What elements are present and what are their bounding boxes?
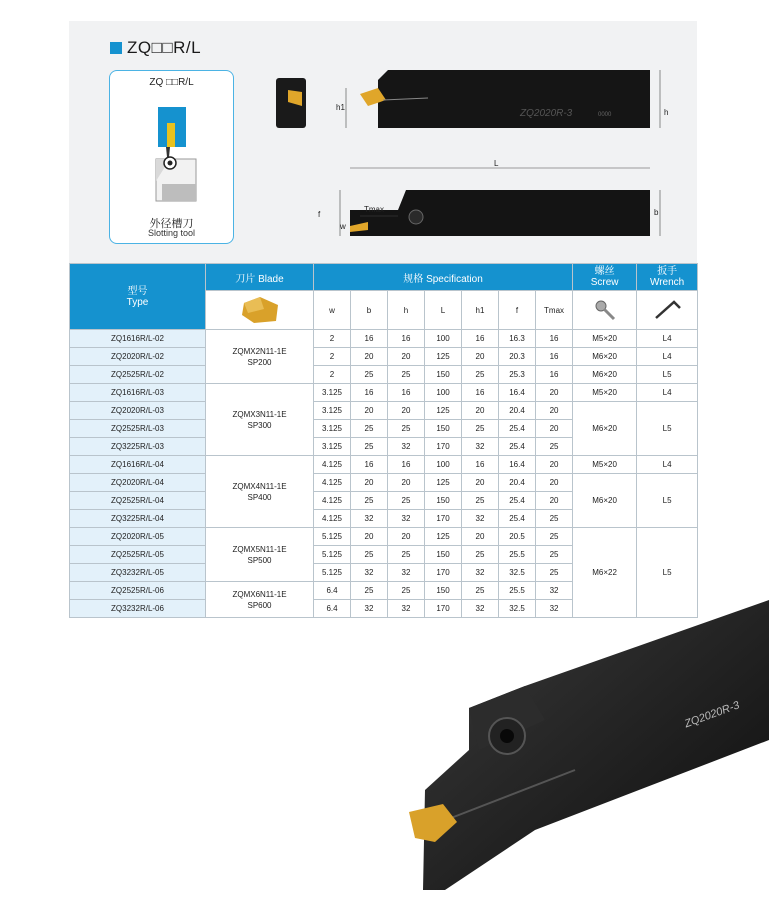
cell-h: 25 — [388, 582, 425, 600]
cell-L: 150 — [425, 582, 462, 600]
cell-type: ZQ1616R/L-04 — [70, 456, 206, 474]
cell-f: 25.4 — [499, 492, 536, 510]
cell-L: 170 — [425, 510, 462, 528]
header-blade: 刀片 Blade — [206, 264, 314, 291]
cell-h: 20 — [388, 474, 425, 492]
screw-icon — [573, 291, 637, 330]
cell-b: 20 — [351, 528, 388, 546]
card-caption-cn: 外径槽刀 — [149, 218, 194, 230]
cell-tmax: 25 — [536, 510, 573, 528]
col-L: L — [425, 291, 462, 330]
cell-tmax: 20 — [536, 492, 573, 510]
cell-L: 150 — [425, 366, 462, 384]
cell-f: 16.4 — [499, 456, 536, 474]
cell-screw: M5×20 — [573, 330, 637, 348]
card-code: ZQ □□R/L — [149, 77, 194, 88]
cell-w: 5.125 — [314, 564, 351, 582]
cell-f: 16.4 — [499, 384, 536, 402]
cell-w: 3.125 — [314, 402, 351, 420]
cell-h: 32 — [388, 510, 425, 528]
col-Tmax: Tmax — [536, 291, 573, 330]
cell-h: 16 — [388, 330, 425, 348]
cell-w: 3.125 — [314, 420, 351, 438]
card-caption-en: Slotting tool — [147, 228, 196, 238]
cell-b: 25 — [351, 582, 388, 600]
cell-w: 4.125 — [314, 474, 351, 492]
cell-w: 6.4 — [314, 600, 351, 618]
cell-w: 5.125 — [314, 546, 351, 564]
col-f: f — [499, 291, 536, 330]
cell-L: 100 — [425, 384, 462, 402]
cell-type: ZQ1616R/L-02 — [70, 330, 206, 348]
cell-h1: 16 — [462, 384, 499, 402]
cell-L: 170 — [425, 438, 462, 456]
hero-model-mark: ZQ2020R-3 — [683, 699, 742, 731]
dim-Tmax: Tmax — [364, 205, 384, 214]
cell-h1: 25 — [462, 420, 499, 438]
cell-h: 20 — [388, 348, 425, 366]
cell-blade: ZQMX2N11-1E SP200 — [206, 330, 314, 384]
cell-h1: 32 — [462, 510, 499, 528]
cell-h: 25 — [388, 420, 425, 438]
cell-blade: ZQMX4N11-1E SP400 — [206, 456, 314, 528]
header-specification: 规格 Specification — [314, 264, 573, 291]
table-row — [70, 528, 698, 546]
cell-w: 2 — [314, 348, 351, 366]
cell-screw: M6×20 — [573, 366, 637, 384]
cell-wrench: L5 — [637, 474, 698, 528]
cell-w: 2 — [314, 330, 351, 348]
cell-wrench: L5 — [637, 366, 698, 384]
cell-f: 25.3 — [499, 366, 536, 384]
cell-type: ZQ2525R/L-03 — [70, 420, 206, 438]
cell-tmax: 20 — [536, 456, 573, 474]
header-wrench: 扳手 Wrench — [637, 264, 698, 291]
wrench-icon — [637, 291, 698, 330]
cell-tmax: 32 — [536, 582, 573, 600]
col-w: w — [314, 291, 351, 330]
cell-b: 20 — [351, 402, 388, 420]
cell-h1: 20 — [462, 348, 499, 366]
cell-b: 16 — [351, 456, 388, 474]
cell-b: 32 — [351, 510, 388, 528]
col-h: h — [388, 291, 425, 330]
cell-h: 32 — [388, 564, 425, 582]
cell-tmax: 20 — [536, 474, 573, 492]
dim-w: w — [340, 222, 346, 231]
cell-h1: 20 — [462, 528, 499, 546]
cell-blade: ZQMX6N11-1E SP600 — [206, 582, 314, 618]
cell-screw: M5×20 — [573, 456, 637, 474]
table-row — [70, 348, 698, 366]
cell-blade: ZQMX5N11-1E SP500 — [206, 528, 314, 582]
drawing-model-mark: ZQ2020R-3 — [520, 108, 573, 119]
cell-h1: 16 — [462, 456, 499, 474]
cell-f: 25.4 — [499, 438, 536, 456]
page-title: ZQ□□R/L — [127, 38, 202, 57]
cell-tmax: 25 — [536, 564, 573, 582]
specification-table — [69, 263, 698, 618]
cell-L: 125 — [425, 348, 462, 366]
cell-wrench: L4 — [637, 384, 698, 402]
cell-tmax: 25 — [536, 528, 573, 546]
cell-screw: M6×20 — [573, 402, 637, 456]
table-row — [70, 384, 698, 402]
cell-f: 20.3 — [499, 348, 536, 366]
cell-L: 150 — [425, 492, 462, 510]
cell-type: ZQ3225R/L-03 — [70, 438, 206, 456]
table-row — [70, 456, 698, 474]
cell-w: 3.125 — [314, 438, 351, 456]
heading-square-icon — [110, 42, 122, 54]
table-row — [70, 366, 698, 384]
cell-tmax: 20 — [536, 402, 573, 420]
cell-w: 5.125 — [314, 528, 351, 546]
cell-type: ZQ2525R/L-04 — [70, 492, 206, 510]
tool-type-card — [109, 70, 234, 244]
cell-b: 25 — [351, 492, 388, 510]
cell-h: 32 — [388, 438, 425, 456]
cell-wrench: L4 — [637, 348, 698, 366]
cell-w: 3.125 — [314, 384, 351, 402]
drawing-small-mark: 0000 — [598, 112, 612, 118]
cell-wrench: L5 — [637, 402, 698, 456]
cell-wrench: L5 — [637, 528, 698, 618]
cell-h1: 16 — [462, 330, 499, 348]
cell-h: 16 — [388, 456, 425, 474]
cell-tmax: 32 — [536, 600, 573, 618]
tool-top-view-drawing — [268, 70, 688, 150]
cell-L: 100 — [425, 330, 462, 348]
cell-type: ZQ3232R/L-05 — [70, 564, 206, 582]
cell-b: 16 — [351, 384, 388, 402]
cell-type: ZQ2020R/L-02 — [70, 348, 206, 366]
cell-L: 125 — [425, 474, 462, 492]
dim-f: f — [318, 210, 321, 219]
tool-side-view-drawing — [320, 160, 680, 245]
col-b: b — [351, 291, 388, 330]
cell-screw: M6×20 — [573, 474, 637, 528]
cell-L: 125 — [425, 528, 462, 546]
cell-h: 20 — [388, 528, 425, 546]
cell-h: 25 — [388, 492, 425, 510]
cell-f: 16.3 — [499, 330, 536, 348]
dim-h: h — [664, 108, 669, 117]
cell-b: 25 — [351, 366, 388, 384]
blade-insert-thumbnail — [206, 291, 314, 330]
cell-type: ZQ3232R/L-06 — [70, 600, 206, 618]
cell-b: 25 — [351, 420, 388, 438]
cell-tmax: 16 — [536, 348, 573, 366]
cell-f: 25.4 — [499, 510, 536, 528]
cell-screw: M6×22 — [573, 528, 637, 618]
insert-icon — [238, 295, 282, 325]
dim-L: L — [494, 159, 499, 168]
cell-screw: M5×20 — [573, 384, 637, 402]
header-screw: 螺丝 Screw — [573, 264, 637, 291]
cell-b: 32 — [351, 600, 388, 618]
cell-b: 20 — [351, 474, 388, 492]
cell-h: 25 — [388, 366, 425, 384]
cell-type: ZQ2525R/L-06 — [70, 582, 206, 600]
col-h1: h1 — [462, 291, 499, 330]
cell-h: 16 — [388, 384, 425, 402]
cell-type: ZQ2020R/L-04 — [70, 474, 206, 492]
cell-L: 150 — [425, 546, 462, 564]
cell-w: 4.125 — [314, 492, 351, 510]
cell-L: 170 — [425, 600, 462, 618]
cell-L: 150 — [425, 420, 462, 438]
cell-screw: M6×20 — [573, 348, 637, 366]
cell-type: ZQ2525R/L-05 — [70, 546, 206, 564]
cell-h1: 20 — [462, 402, 499, 420]
cell-type: ZQ2525R/L-02 — [70, 366, 206, 384]
cell-f: 32.5 — [499, 600, 536, 618]
cell-f: 32.5 — [499, 564, 536, 582]
tool-hero-image — [395, 590, 769, 900]
cell-wrench: L4 — [637, 330, 698, 348]
cell-w: 6.4 — [314, 582, 351, 600]
cell-type: ZQ2020R/L-03 — [70, 402, 206, 420]
cell-tmax: 16 — [536, 366, 573, 384]
cell-wrench: L4 — [637, 456, 698, 474]
cell-b: 16 — [351, 330, 388, 348]
cell-L: 125 — [425, 402, 462, 420]
cell-w: 2 — [314, 366, 351, 384]
cell-tmax: 20 — [536, 420, 573, 438]
cell-L: 100 — [425, 456, 462, 474]
cell-f: 20.4 — [499, 402, 536, 420]
cell-tmax: 20 — [536, 384, 573, 402]
cell-h: 32 — [388, 600, 425, 618]
cell-w: 4.125 — [314, 510, 351, 528]
cell-h1: 32 — [462, 564, 499, 582]
cell-h1: 20 — [462, 474, 499, 492]
header-type: 型号 Type — [70, 264, 206, 330]
cell-b: 32 — [351, 564, 388, 582]
cell-tmax: 25 — [536, 438, 573, 456]
table-row — [70, 474, 698, 492]
cell-L: 170 — [425, 564, 462, 582]
cell-type: ZQ2020R/L-05 — [70, 528, 206, 546]
table-row — [70, 330, 698, 348]
cell-h1: 25 — [462, 546, 499, 564]
cell-tmax: 16 — [536, 330, 573, 348]
cell-type: ZQ1616R/L-03 — [70, 384, 206, 402]
cell-h1: 32 — [462, 438, 499, 456]
cell-h1: 25 — [462, 492, 499, 510]
cell-f: 25.5 — [499, 546, 536, 564]
cell-h1: 32 — [462, 600, 499, 618]
cell-blade: ZQMX3N11-1E SP300 — [206, 384, 314, 456]
cell-f: 20.5 — [499, 528, 536, 546]
cell-b: 25 — [351, 438, 388, 456]
dim-b: b — [654, 208, 659, 217]
cell-f: 25.5 — [499, 582, 536, 600]
slotting-tool-icon — [110, 89, 233, 213]
cell-b: 25 — [351, 546, 388, 564]
cell-h1: 25 — [462, 582, 499, 600]
cell-w: 4.125 — [314, 456, 351, 474]
cell-b: 20 — [351, 348, 388, 366]
cell-type: ZQ3225R/L-04 — [70, 510, 206, 528]
cell-f: 20.4 — [499, 474, 536, 492]
table-row — [70, 402, 698, 420]
cell-h: 25 — [388, 546, 425, 564]
dim-h1: h1 — [336, 103, 345, 112]
cell-f: 25.4 — [499, 420, 536, 438]
cell-h: 20 — [388, 402, 425, 420]
section-heading — [110, 38, 201, 58]
cell-tmax: 25 — [536, 546, 573, 564]
cell-h1: 25 — [462, 366, 499, 384]
